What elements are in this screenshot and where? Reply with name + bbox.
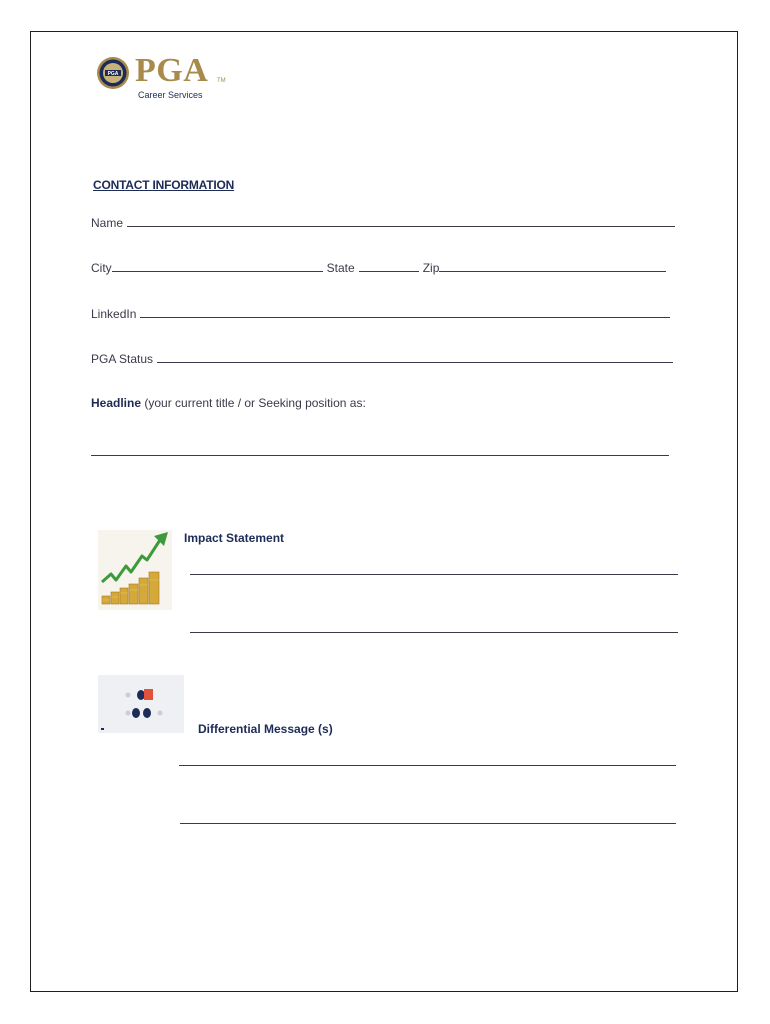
differential-message-title: Differential Message (s) <box>198 722 333 736</box>
state-input-line[interactable] <box>359 259 419 272</box>
name-field <box>91 214 675 232</box>
trademark-mark: TM <box>217 78 226 84</box>
zip-input-line[interactable] <box>439 259 666 272</box>
growth-chart-coins-icon <box>98 530 172 610</box>
impact-statement-title: Impact Statement <box>184 531 285 545</box>
headline-input-line[interactable] <box>91 454 669 456</box>
pga-wordmark: PGA <box>135 52 209 89</box>
state-label: State <box>326 261 355 275</box>
pga-logo <box>96 52 236 104</box>
name-label: Name <box>91 216 124 230</box>
impact-image <box>98 530 172 610</box>
pga-status-field <box>91 350 673 368</box>
pga-status-label: PGA Status <box>91 352 154 366</box>
pga-seal-icon <box>96 56 130 90</box>
seal-text: PGA <box>107 71 119 77</box>
document-page <box>30 31 738 992</box>
pga-status-input-line[interactable] <box>157 350 673 363</box>
city-input-line[interactable] <box>112 259 323 272</box>
headline-rest: (your current title / or Seeking position as: <box>141 396 366 410</box>
city-label: City <box>91 261 112 275</box>
linkedin-input-line[interactable] <box>140 305 670 318</box>
impact-input-line-2[interactable] <box>190 631 678 633</box>
headline-prompt <box>91 396 366 410</box>
differential-input-line-2[interactable] <box>180 822 676 824</box>
differential-image <box>98 675 184 733</box>
linkedin-field <box>91 305 670 323</box>
logo-subtitle: Career Services <box>138 90 203 100</box>
contact-section-title: CONTACT INFORMATION <box>93 178 235 192</box>
headline-bold: Headline <box>91 396 142 410</box>
zip-label: Zip <box>422 261 440 275</box>
impact-input-line-1[interactable] <box>190 573 678 575</box>
linkedin-label: LinkedIn <box>91 307 137 321</box>
dots-grid-icon <box>98 675 184 733</box>
city-state-zip-row <box>91 259 666 277</box>
name-input-line[interactable] <box>127 214 675 227</box>
differential-input-line-1[interactable] <box>179 764 676 766</box>
